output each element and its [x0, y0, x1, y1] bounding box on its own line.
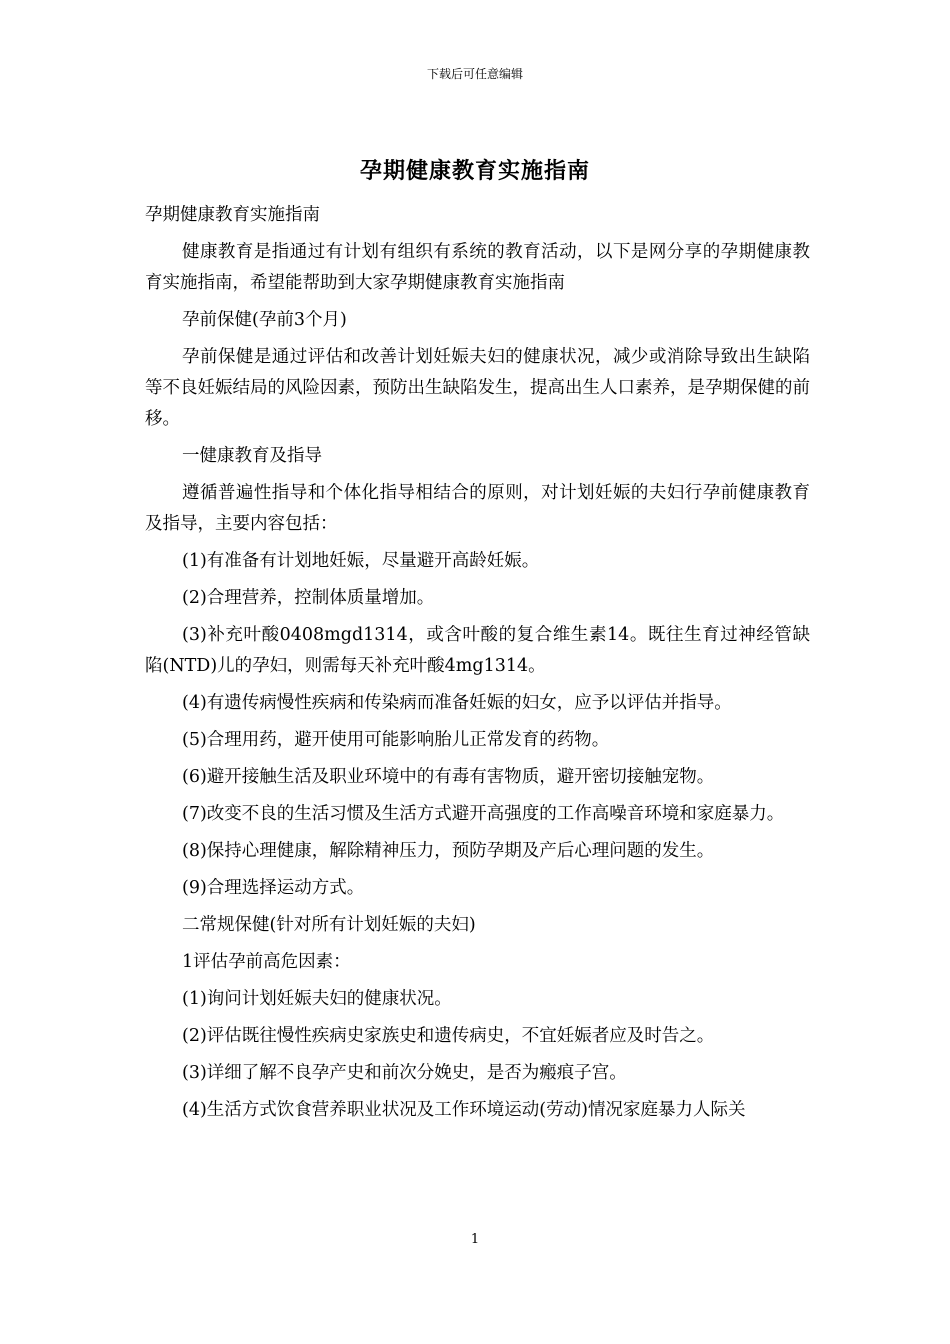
paragraph: 孕前保健(孕前3个月)	[182, 310, 347, 330]
subsection-heading: 1评估孕前高危因素：	[182, 952, 351, 972]
paragraph: 遵循普遍性指导和个体化指导相结合的原则，对计划妊娠的夫妇行孕前健康教育及指导，主要内容包括：	[145, 483, 810, 534]
list-item: (2)评估既往慢性疾病史家族史和遗传病史，不宜妊娠者应及时告之。	[182, 1026, 715, 1046]
document-title: 孕期健康教育实施指南	[359, 158, 590, 184]
page-number: 1	[470, 1232, 480, 1247]
list-item: (9)合理选择运动方式。	[182, 878, 365, 898]
list-item: (1)询问计划妊娠夫妇的健康状况。	[182, 989, 452, 1009]
document-body	[145, 200, 810, 1132]
list-item: (2)合理营养，控制体质量增加。	[182, 588, 435, 608]
list-item: (4)有遗传病慢性疾病和传染病而准备妊娠的妇女，应予以评估并指导。	[182, 693, 732, 713]
list-item: (3)补充叶酸0408mgd1314，或含叶酸的复合维生素14。既往生育过神经管缺陷(NTD)儿的孕妇，则需每天补充叶酸4mg1314。	[145, 625, 810, 676]
section-heading: 一健康教育及指导	[182, 446, 322, 466]
list-item: (5)合理用药，避开使用可能影响胎儿正常发育的药物。	[182, 730, 610, 750]
list-item: (6)避开接触生活及职业环境中的有毒有害物质，避开密切接触宠物。	[182, 767, 715, 787]
paragraph: 孕前保健是通过评估和改善计划妊娠夫妇的健康状况，减少或消除导致出生缺陷等不良妊娠结局的风险因素，预防出生缺陷发生，提高出生人口素养，是孕期保健的前移。	[145, 347, 810, 429]
list-item: (7)改变不良的生活习惯及生活方式避开高强度的工作高噪音环境和家庭暴力。	[182, 804, 785, 824]
section-heading: 二常规保健(针对所有计划妊娠的夫妇)	[182, 915, 476, 935]
paragraph: 孕期健康教育实施指南	[145, 205, 320, 225]
list-item: (1)有准备有计划地妊娠，尽量避开高龄妊娠。	[182, 551, 540, 571]
list-item: (3)详细了解不良孕产史和前次分娩史，是否为瘢痕子宫。	[182, 1063, 627, 1083]
list-item: (4)生活方式饮食营养职业状况及工作环境运动(劳动)情况家庭暴力人际关	[182, 1100, 746, 1120]
paragraph: 健康教育是指通过有计划有组织有系统的教育活动，以下是网分享的孕期健康教育实施指南，希望能帮助到大家孕期健康教育实施指南	[145, 242, 810, 293]
page-header: 下载后可任意编辑	[426, 67, 523, 81]
list-item: (8)保持心理健康，解除精神压力，预防孕期及产后心理问题的发生。	[182, 841, 715, 861]
